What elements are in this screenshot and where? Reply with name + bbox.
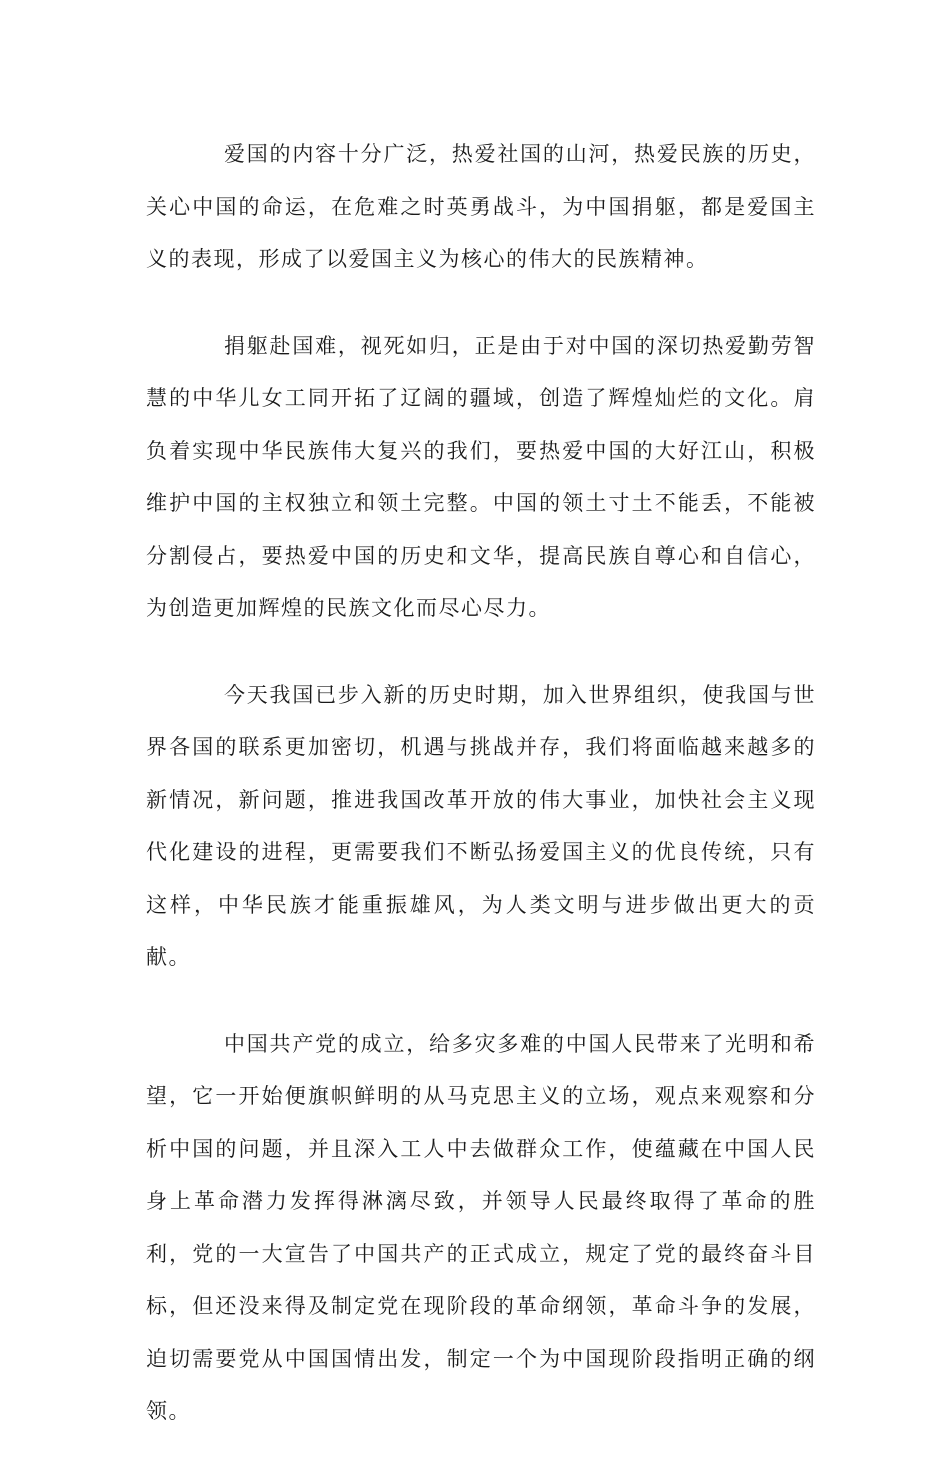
paragraph-4: 中国共产党的成立，给多灾多难的中国人民带来了光明和希望，它一开始便旗帜鲜明的从马克思主义的立场，观点来观察和分析中国的问题，并且深入工人中去做群众工作，使蕴藏在中国人民身上革命潜力发挥得淋漓尽致，并领导人民最终取得了革命的胜利，党的一大宣告了中国共产的正式成立，规定了党的最终奋斗目标，但还没来得及制定党在现阶段的革命纲领，革命斗争的发展，迫切需要党从中国国情出发，制定一个为中国现阶段指明正确的纲领。 bbox=[146, 1031, 816, 1423]
paragraph-2: 捐躯赴国难，视死如归，正是由于对中国的深切热爱勤劳智慧的中华儿女工同开拓了辽阔的疆域，创造了辉煌灿烂的文化。肩负着实现中华民族伟大复兴的我们，要热爱中国的大好江山，积极维护中国的主权独立和领土完整。中国的领土寸土不能丢，不能被分割侵占，要热爱中国的历史和文华，提高民族自尊心和自信心，为创造更加辉煌的民族文化而尽心尽力。 bbox=[146, 333, 816, 620]
paragraph-1: 爱国的内容十分广泛，热爱社国的山河，热爱民族的历史，关心中国的命运，在危难之时英勇战斗，为中国捐躯，都是爱国主义的表现，形成了以爱国主义为核心的伟大的民族精神。 bbox=[146, 142, 816, 271]
document-body bbox=[146, 128, 816, 1472]
paragraph-3: 今天我国已步入新的历史时期，加入世界组织，使我国与世界各国的联系更加密切，机遇与挑战并存，我们将面临越来越多的新情况，新问题，推进我国改革开放的伟大事业，加快社会主义现代化建设的进程，更需要我们不断弘扬爱国主义的优良传统，只有这样，中华民族才能重振雄风，为人类文明与进步做出更大的贡献。 bbox=[146, 682, 816, 969]
